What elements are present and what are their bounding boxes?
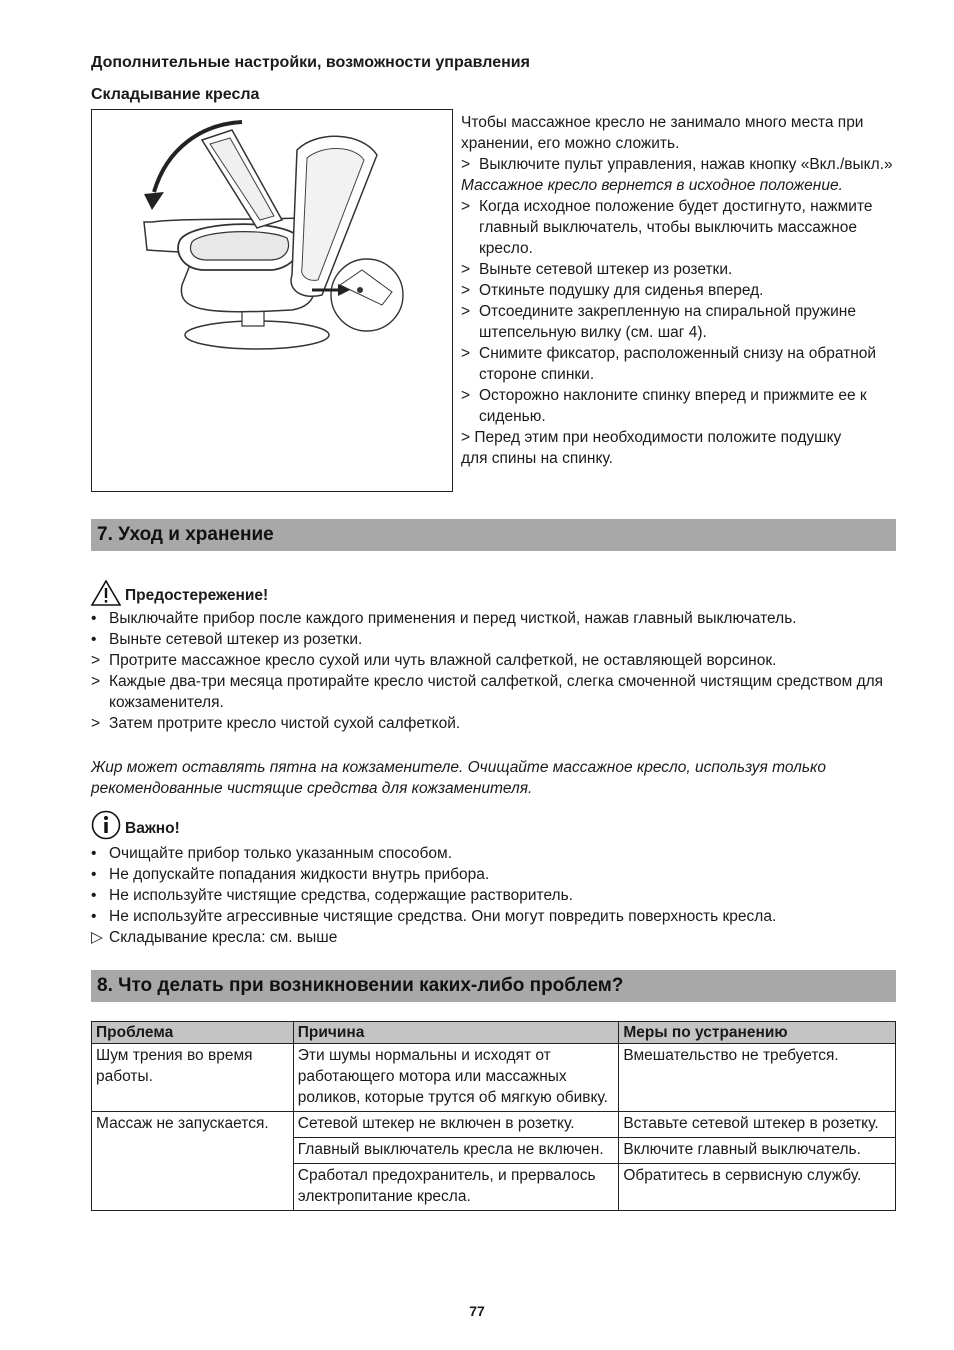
warning-label: Предостережение! [125,587,269,604]
list-text: Каждые два-три месяца протирайте кресло чистой салфеткой, слегка смоченной чистящим средством для кожзаменителя. [109,673,884,711]
list-item [91,864,896,885]
list-marker: • [91,887,97,904]
list-marker: • [91,866,97,883]
folding-step [461,343,901,385]
step-text: Выньте сетевой штекер из розетки. [479,261,733,278]
list-item [91,713,896,734]
section-8-heading: 8. Что делать при возникновении каких-либо проблем? [91,970,896,1002]
folding-last-step-line2: для спины на спинку. [461,450,613,467]
step-text: Снимите фиксатор, расположенный снизу на обратной стороне спинки. [479,345,877,383]
cell-problem: Шум трения во время работы. [92,1044,294,1112]
folding-note: Массажное кресло вернется в исходное положение. [461,177,843,194]
cell-remedy: Вмешательство не требуется. [619,1044,896,1112]
list-text: Протрите массажное кресло сухой или чуть влажной салфеткой, не оставляющей ворсинок. [109,652,777,669]
step-marker: > [461,345,471,362]
list-item [91,629,896,650]
list-marker: • [91,631,97,648]
list-text: Не используйте чистящие средства, содержащие растворитель. [109,887,573,904]
troubleshooting-table [91,1021,896,1211]
folding-step [461,154,901,175]
folding-intro: Чтобы массажное кресло не занимало много места при хранении, его можно сложить. [461,114,864,152]
info-icon [91,810,121,840]
list-item [91,608,896,629]
cell-cause: Главный выключатель кресла не включен. [293,1138,619,1164]
folding-step [461,259,901,280]
column-header-problem: Проблема [92,1022,294,1044]
step-marker: > [461,303,471,320]
cell-problem: Массаж не запускается. [92,1112,294,1211]
care-note: Жир может оставлять пятна на кожзаменителе. Очищайте массажное кресло, используя только рекомендованные чистящие средства для кожзаменителя. [91,759,826,797]
folding-chair-drawing [92,110,452,491]
step-marker: > [461,198,471,215]
column-header-remedy: Меры по устранению [619,1022,896,1044]
column-header-cause: Причина [293,1022,619,1044]
list-text: Выньте сетевой штекер из розетки. [109,631,363,648]
folding-step [461,385,901,427]
list-item [91,885,896,906]
cell-cause: Сработал предохранитель, и прервалось электропитание кресла. [293,1164,619,1211]
important-header [91,808,180,840]
table-row [92,1044,896,1112]
folding-last-step-line1: > Перед этим при необходимости положите подушку [461,429,842,446]
list-text: Выключайте прибор после каждого применения и перед чисткой, нажав главный выключатель. [109,610,797,627]
table-row [92,1112,896,1138]
chair-folding-illustration [91,109,453,492]
step-marker: > [461,387,471,404]
care-list [91,608,896,734]
step-text: Осторожно наклоните спинку вперед и прижмите ее к сиденью. [479,387,867,425]
cell-remedy: Обратитесь в сервисную службу. [619,1164,896,1211]
step-text: Выключите пульт управления, нажав кнопку «Вкл./выкл.» [479,156,893,173]
folding-instructions [461,112,901,469]
list-item [91,906,896,927]
step-marker: > [461,156,471,173]
important-list [91,843,896,948]
list-marker: • [91,908,97,925]
list-marker: • [91,610,97,627]
list-item [91,927,896,948]
list-item [91,843,896,864]
page-number: 77 [469,1303,485,1319]
folding-step [461,280,901,301]
important-label: Важно! [125,820,180,837]
list-marker: ▷ [91,929,103,946]
subsection-title: Складывание кресла [91,86,260,103]
list-text: Затем протрите кресло чистой сухой салфеткой. [109,715,461,732]
list-marker: > [91,652,101,669]
section-7-heading: 7. Уход и хранение [91,519,896,551]
page-title: Дополнительные настройки, возможности управления [91,54,530,71]
table-header-row [92,1022,896,1044]
cell-cause: Сетевой штекер не включен в розетку. [293,1112,619,1138]
list-text: Очищайте прибор только указанным способом. [109,845,453,862]
cell-remedy: Включите главный выключатель. [619,1138,896,1164]
list-text: Не допускайте попадания жидкости внутрь прибора. [109,866,490,883]
step-marker: > [461,282,471,299]
list-item [91,650,896,671]
cell-remedy: Вставьте сетевой штекер в розетку. [619,1112,896,1138]
list-marker: > [91,715,101,732]
step-marker: > [461,261,471,278]
folding-step [461,196,901,259]
list-item [91,671,896,713]
step-text: Отсоедините закрепленную на спиральной пружине штепсельную вилку (см. шаг 4). [479,303,856,341]
list-text: Складывание кресла: см. выше [109,929,338,946]
list-text: Не используйте агрессивные чистящие средства. Они могут повредить поверхность кресла. [109,908,777,925]
step-text: Когда исходное положение будет достигнуто, нажмите главный выключатель, чтобы выключить массажное кресло. [479,198,873,257]
cell-cause: Эти шумы нормальны и исходят от работающего мотора или массажных роликов, которые трутся об мягкую обивку. [293,1044,619,1112]
list-marker: > [91,673,101,690]
folding-step [461,301,901,343]
warning-header [91,580,268,606]
warning-triangle-icon [91,580,121,606]
list-marker: • [91,845,97,862]
step-text: Откиньте подушку для сиденья вперед. [479,282,764,299]
